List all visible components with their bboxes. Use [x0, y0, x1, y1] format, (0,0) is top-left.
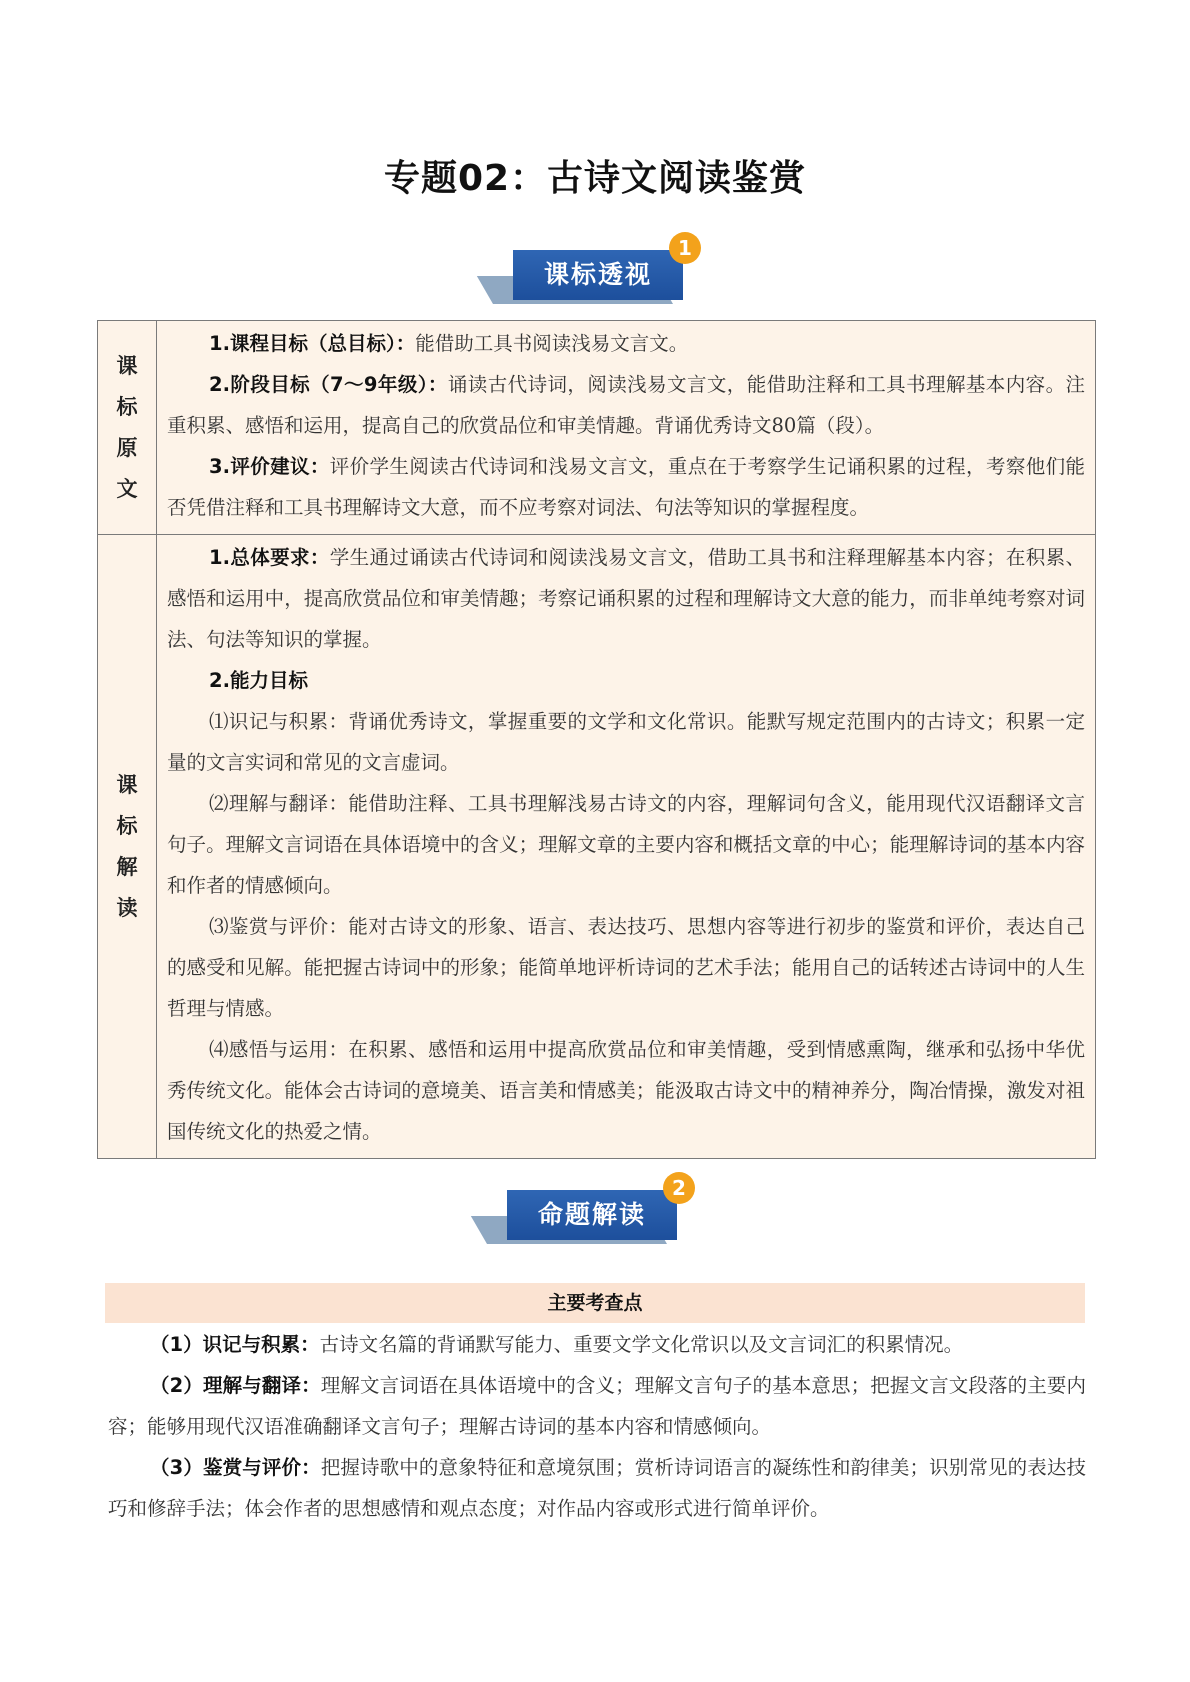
paragraph: 3.评价建议：评价学生阅读古代诗词和浅易文言文，重点在于考察学生记诵积累的过程，考察他们能否凭借注释和工具书理解诗文大意，而不应考察对词法、句法等知识的掌握程度。 — [167, 455, 1085, 519]
paragraph: 2.阶段目标（7～9年级）：诵读古代诗词，阅读浅易文言文，能借助注释和工具书理解基本内容。注重积累、感悟和运用，提高自己的欣赏品位和审美情趣。背诵优秀诗文80篇（段）。 — [167, 373, 1085, 437]
section-title: 命题解读 — [507, 1190, 677, 1240]
row-content-interpretation — [157, 535, 1096, 1159]
paragraph: 1.总体要求：学生通过诵读古代诗词和阅读浅易文言文，借助工具书和注释理解基本内容；在积累、感悟和运用中，提高欣赏品位和审美情趣；考察记诵积累的过程和理解诗文大意的能力，而非单纯考察对词法、句法等知识的掌握。 — [167, 546, 1085, 651]
paragraph: 1.课程目标（总目标）：能借助工具书阅读浅易文言文。 — [209, 332, 689, 355]
paragraph: （2）理解与翻译：理解文言词语在具体语境中的含义；理解文言句子的基本意思；把握文言文段落的主要内容；能够用现代汉语准确翻译文言句子；理解古诗词的基本内容和情感倾向。 — [108, 1374, 1086, 1438]
page-title: 专题02：古诗文阅读鉴赏 — [383, 158, 807, 199]
paragraph: 2.能力目标 — [209, 669, 308, 692]
paragraph: （3）鉴赏与评价：把握诗歌中的意象特征和意境氛围；赏析诗词语言的凝练性和韵律美；识别常见的表达技巧和修辞手法；体会作者的思想感情和观点态度；对作品内容或形式进行简单评价。 — [108, 1456, 1086, 1520]
key-points-header: 主要考查点 — [105, 1283, 1085, 1323]
section-number-badge: 1 — [669, 232, 701, 264]
row-content-original — [157, 321, 1096, 535]
section-badge-curriculum — [493, 236, 693, 310]
curriculum-table — [97, 320, 1096, 1159]
paragraph: ⑵理解与翻译：能借助注释、工具书理解浅易古诗文的内容，理解词句含义，能用现代汉语翻译文言句子。理解文言词语在具体语境中的含义；理解文章的主要内容和概括文章的中心；能理解诗词的基本内容和作者的情感倾向。 — [167, 792, 1085, 897]
section-badge-proposition — [487, 1176, 687, 1250]
section-number-badge: 2 — [663, 1172, 695, 1204]
paragraph: （1）识记与积累：古诗文名篇的背诵默写能力、重要文学文化常识以及文言词汇的积累情况。 — [150, 1333, 964, 1356]
section-title: 课标透视 — [513, 250, 683, 300]
paragraph: ⑶鉴赏与评价：能对古诗文的形象、语言、表达技巧、思想内容等进行初步的鉴赏和评价，表达自己的感受和见解。能把握古诗词中的形象；能简单地评析诗词的艺术手法；能用自己的话转述古诗词中的人生哲理与情感。 — [167, 915, 1085, 1020]
row-label-original: 课 标 原 文 — [98, 321, 157, 535]
paragraph: ⑷感悟与运用：在积累、感悟和运用中提高欣赏品位和审美情趣，受到情感熏陶，继承和弘扬中华优秀传统文化。能体会古诗词的意境美、语言美和情感美；能汲取古诗文中的精神养分，陶冶情操，激发对祖国传统文化的热爱之情。 — [167, 1038, 1085, 1143]
paragraph: ⑴识记与积累：背诵优秀诗文，掌握重要的文学和文化常识。能默写规定范围内的古诗文；积累一定量的文言实词和常见的文言虚词。 — [167, 710, 1085, 774]
row-label-interpretation: 课 标 解 读 — [98, 535, 157, 1159]
table-row-interpretation — [98, 535, 1096, 1159]
table-row-original — [98, 321, 1096, 535]
key-points-body — [108, 1324, 1086, 1529]
